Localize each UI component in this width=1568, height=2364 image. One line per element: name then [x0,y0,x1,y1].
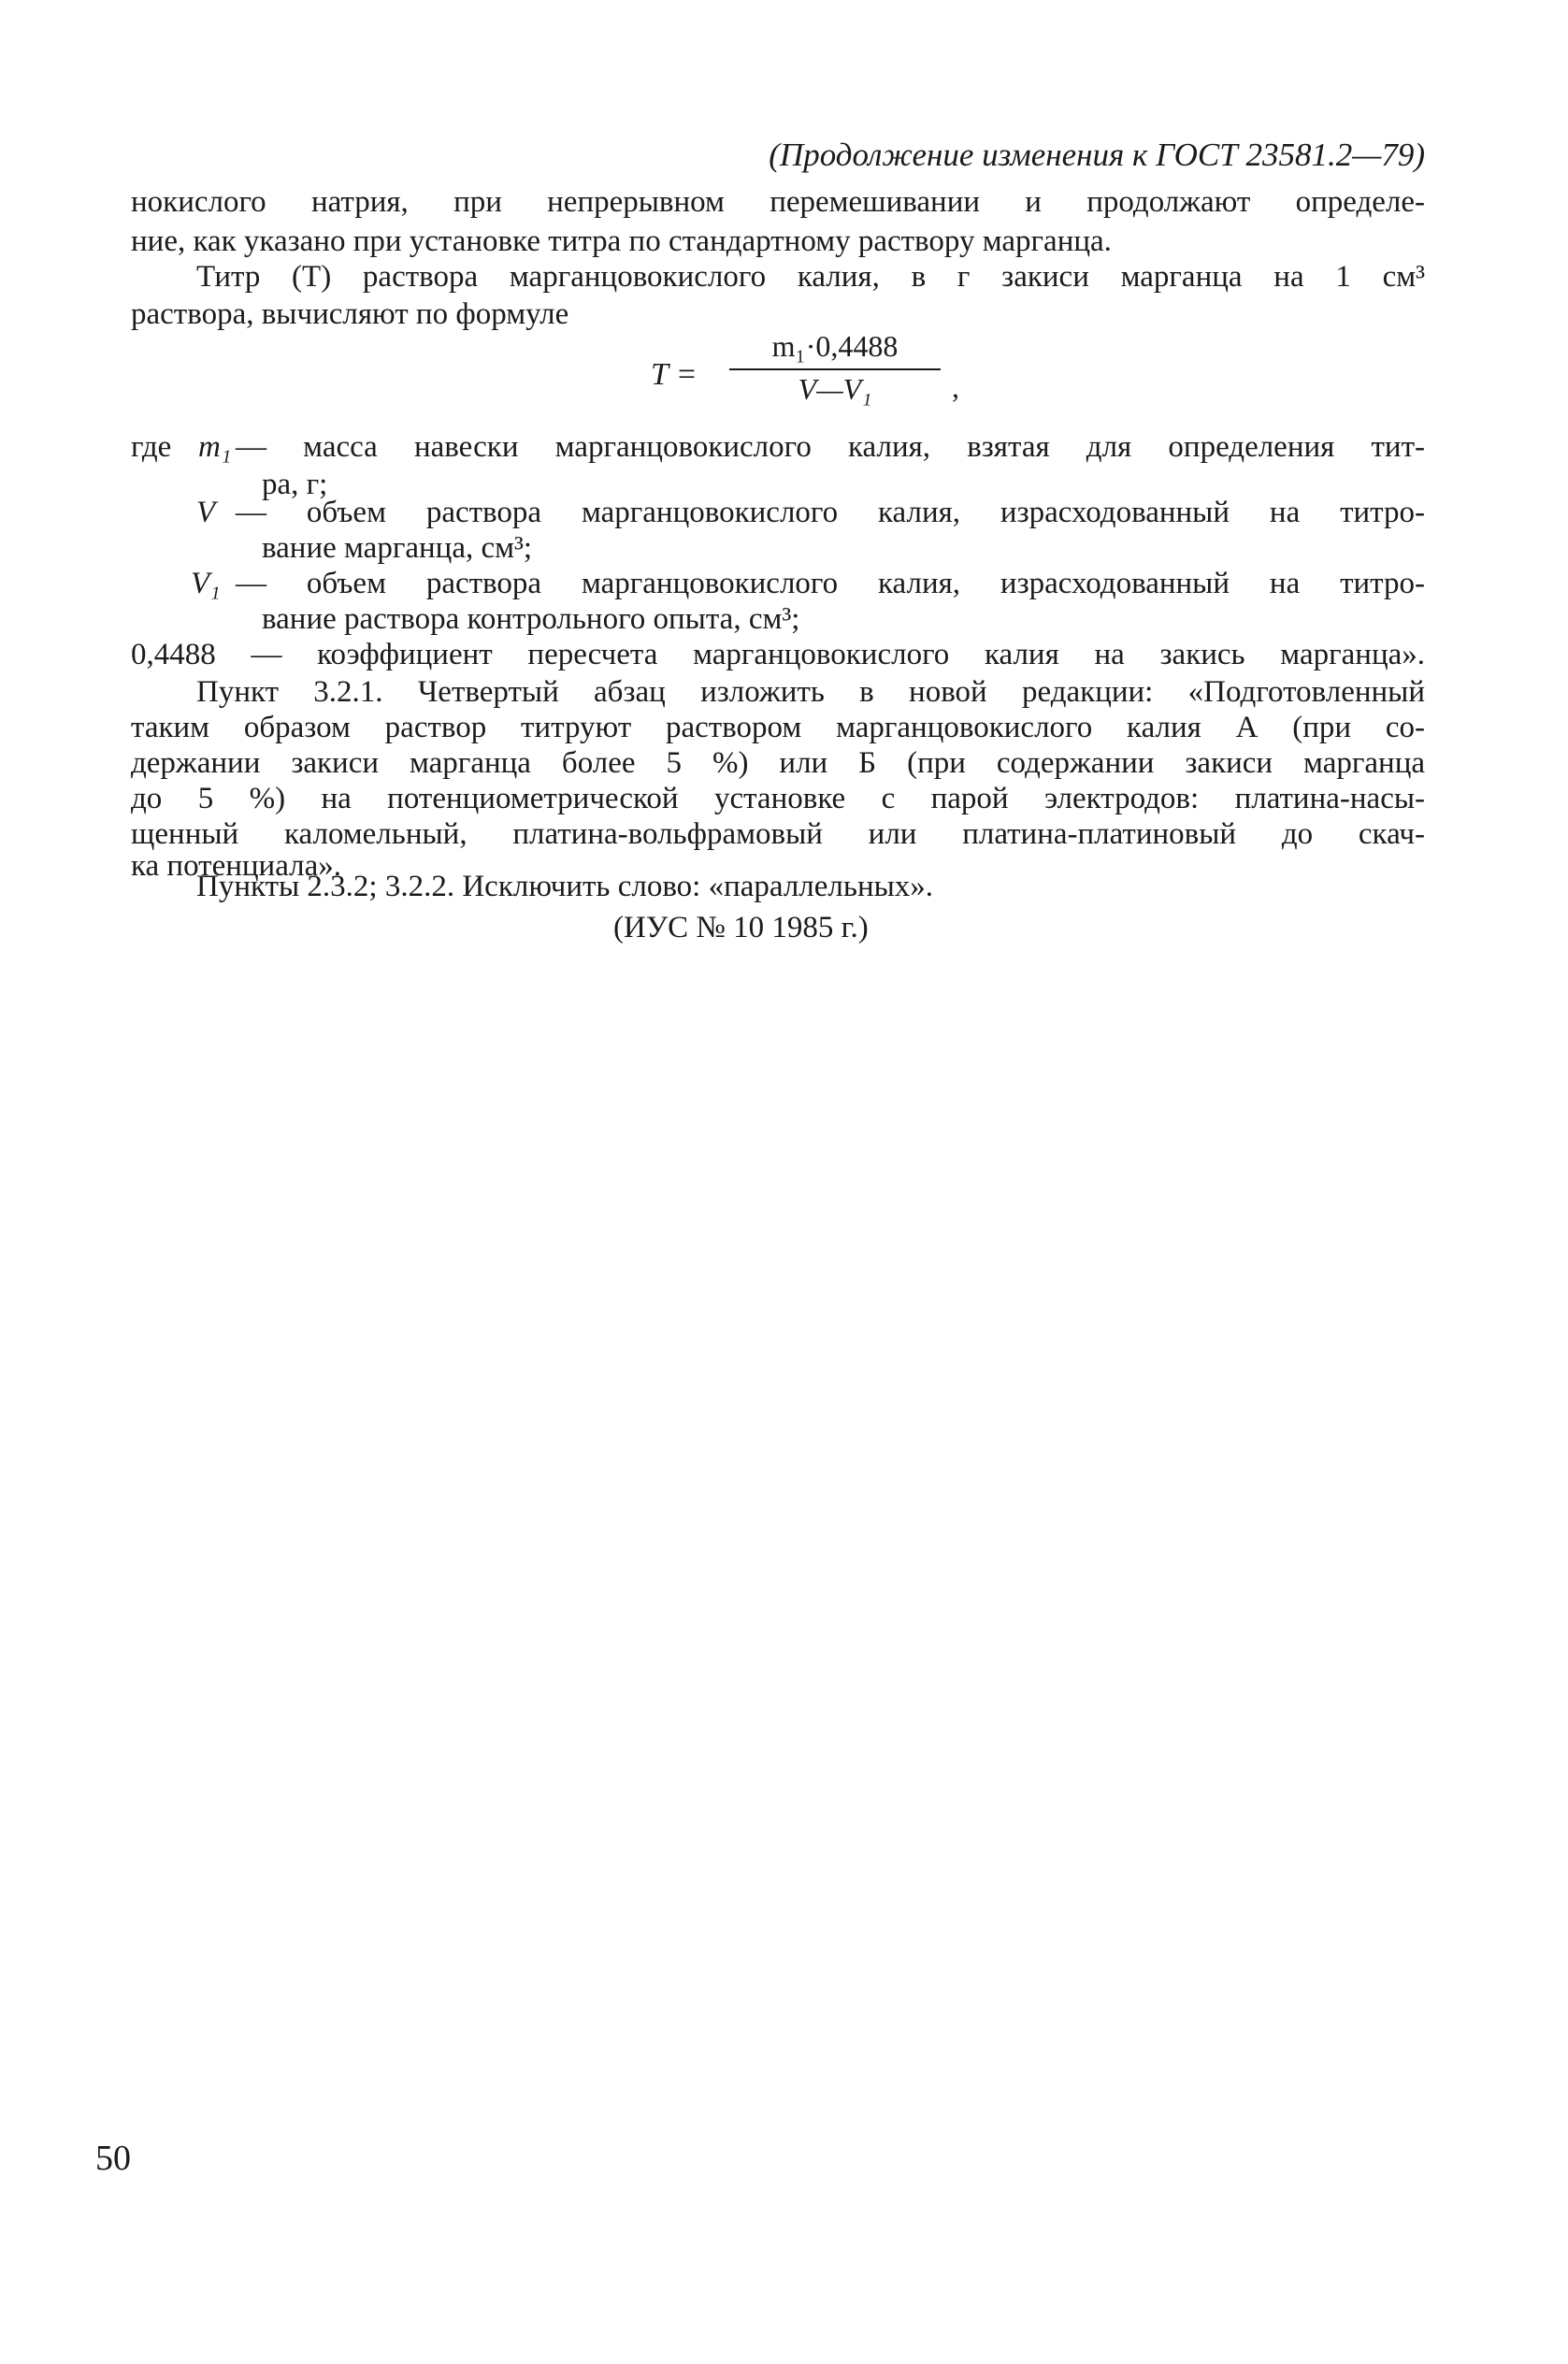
paragraph-line: до 5 %) на потенциометрической установке с парой электродов: платина-насы- [131,782,1425,815]
formula-denominator: V—V₁ [798,372,872,406]
symbol-v: V [196,496,216,529]
where-label: где [131,430,172,464]
paragraph-line: ние, как указано при установке титра по стандартному раствору марганца. [131,224,1112,258]
issue-reference: (ИУС № 10 1985 г.) [613,911,869,944]
paragraph-line: Пункт 3.2.1. Четвертый абзац изложить в новой редакции: «Подготовленный [196,675,1425,709]
fraction-bar [729,368,941,370]
formula-lhs: T = [651,357,698,392]
continuation-header: (Продолжение изменения к ГОСТ 23581.2—79) [769,137,1425,173]
definition-line: — масса навески марганцовокислого калия, взятая для определения тит- [236,430,1425,464]
formula-numerator: m₁·0,4488 [771,329,899,363]
paragraph-line: нокислого натрия, при непрерывном перемешивании и продолжают определе- [131,185,1425,219]
formula-comma: , [952,370,959,404]
coefficient-line: 0,4488 — коэффициент пересчета марганцовокислого калия на закись марганца». [131,638,1425,671]
paragraph-line: Пункты 2.3.2; 3.2.2. Исключить слово: «параллельных». [196,870,934,903]
paragraph-line: ка потенциала». [131,849,342,883]
symbol-m1: m₁ [198,430,232,464]
paragraph-line: щенный каломельный, платина-вольфрамовый или платина-платиновый до скач- [131,817,1425,851]
paragraph-line: раствора, вычисляют по формуле [131,297,569,331]
paragraph-line: держании закиси марганца более 5 %) или Б (при содержании закиси марганца [131,746,1425,780]
definition-line: вание раствора контрольного опыта, см³; [262,602,800,636]
titer-formula [651,329,987,419]
symbol-v1: V₁ [191,567,221,600]
paragraph-line: таким образом раствор титруют раствором марганцовокислого калия А (при со- [131,711,1425,744]
definition-line: вание марганца, см³; [262,531,533,565]
definition-line: — объем раствора марганцовокислого калия, израсходованный на титро- [236,567,1425,600]
paragraph-line: Титр (T) раствора марганцовокислого калия, в г закиси марганца на 1 см³ [196,260,1425,294]
definition-line: — объем раствора марганцовокислого калия, израсходованный на титро- [236,496,1425,529]
definition-line: ра, г; [262,468,328,501]
page-number: 50 [95,2139,131,2178]
